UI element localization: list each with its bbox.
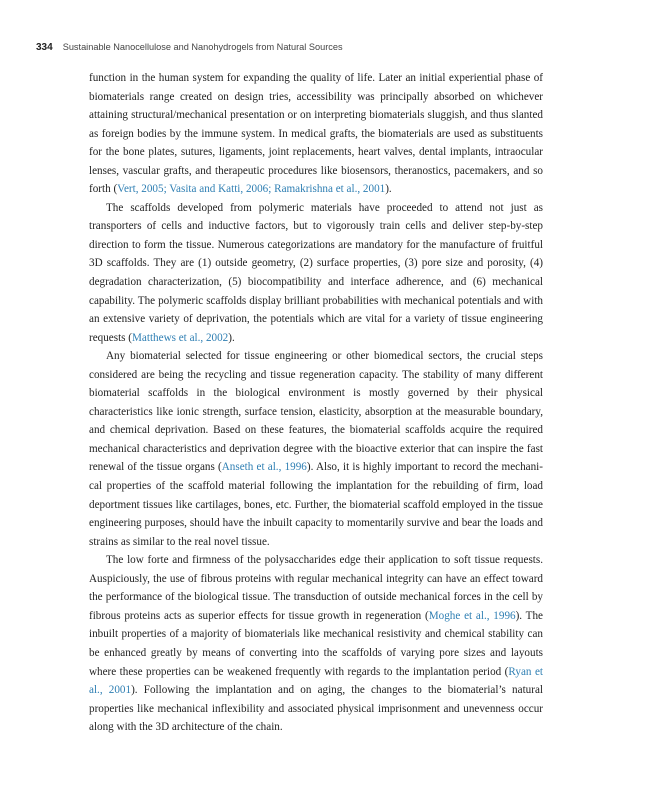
page-number: 334 [36,42,53,53]
citation-link[interactable]: Anseth et al., 1996 [221,461,307,474]
paragraph-text: ). The inbuilt properties of a majority of biomaterials like mechanical resistivity and chemical stability can be enhanced greatly by means of converting into the scaffolds of varying pore sizes and layouts where these properties can be weakened frequently with regards to the implantation period ( [89,609,543,678]
paragraph-text: Any biomaterial selected for tissue engineering or other biomedical sectors, the crucial steps considered are being the recycling and tissue regeneration capacity. The stability of many different biomaterial scaffolds in the biological environment is mostly governed by their physical characteristics like ionic strength, surface tension, elasticity, absorption at the measurable boundary, and chemical deprivation. Based on these features, the biomaterial scaffolds acquire the required mechanical characteristics and deprivation degree with the bioactive exterior that can inspire the fast renewal of the tissue organs ( [89,350,543,474]
paragraph [89,69,543,199]
citation-link[interactable]: Vert, 2005; Vasita and Katti, 2006; Ramakrishna et al., 2001 [117,183,386,196]
paragraph [89,551,543,736]
paragraph [89,199,543,347]
body-text [89,69,543,737]
paragraph-text: ). Also, it is highly important to record the mechanical properties of the scaffold material following the implantation for the rebuilding of firm, load deportment tissues like cartilages, bones, etc. Further, the biomaterial scaffold employed in the tissue engineering purposes, should have the inbuilt capacity to momentarily survive and bear the loads and strains as similar to the real novel tissue. [89,461,543,548]
paragraph-text: The low forte and firmness of the polysaccharides edge their application to soft tissue requests. Auspiciously, the use of fibrous proteins with regular mechanical integrity can have an effect toward the performance of the biological tissue. The transduction of outside mechanical forces in the cell by fibrous proteins acts as superior effects for tissue growth in regeneration ( [89,554,543,622]
citation-link[interactable]: Matthews et al., 2002 [132,331,229,344]
paragraph-text: ). [385,183,392,196]
running-header [36,42,596,56]
paragraph-text: ). Following the implantation and on aging, the changes to the biomaterial’s natural properties like mechanical inflexibility and associated physical imprisonment and unevenness occur along with the 3D architecture of the chain. [89,684,543,734]
citation-link[interactable]: Ryan et al., 2001 [89,665,543,697]
paragraph-text: ). [228,331,235,344]
paragraph [89,347,543,551]
paragraph-text: The scaffolds developed from polymeric materials have proceeded to attend not just as transporters of cells and inductive factors, but to vigorously train cells and deliver step-by-step direction to form the tissue. Numerous categorizations are mandatory for the manufacture of fruitful 3D scaffolds. They are (1) outside geometry, (2) surface properties, (3) pore size and porosity, (4) degradation characterization, (5) biocompatibility and interface adherence, and (6) mechanical capability. The polymeric scaffolds display brilliant probabilities with mechanical potentials and with an extensive variety of deprivation, the potentials which are vital for a variety of tissue engineering requests ( [89,201,543,344]
citation-link[interactable]: Moghe et al., 1996 [428,609,516,622]
running-title: Sustainable Nanocellulose and Nanohydrogels from Natural Sources [62,42,343,52]
paragraph-text: function in the human system for expanding the quality of life. Later an initial experiential phase of biomaterials range created on design tries, accessibility was principally absorbed on whichever attaining structural/mechanical presentation or on interpreting biomaterials sluggish, and thus slanted as foreign bodies by the immune system. In medical grafts, the biomaterials are used as substituents for the bone plates, sutures, ligaments, joint replacements, heart valves, dental implants, intraocular lenses, vascular grafts, and therapeutic procedures like biosensors, theranostics, pacemakers, and so forth ( [89,72,543,196]
